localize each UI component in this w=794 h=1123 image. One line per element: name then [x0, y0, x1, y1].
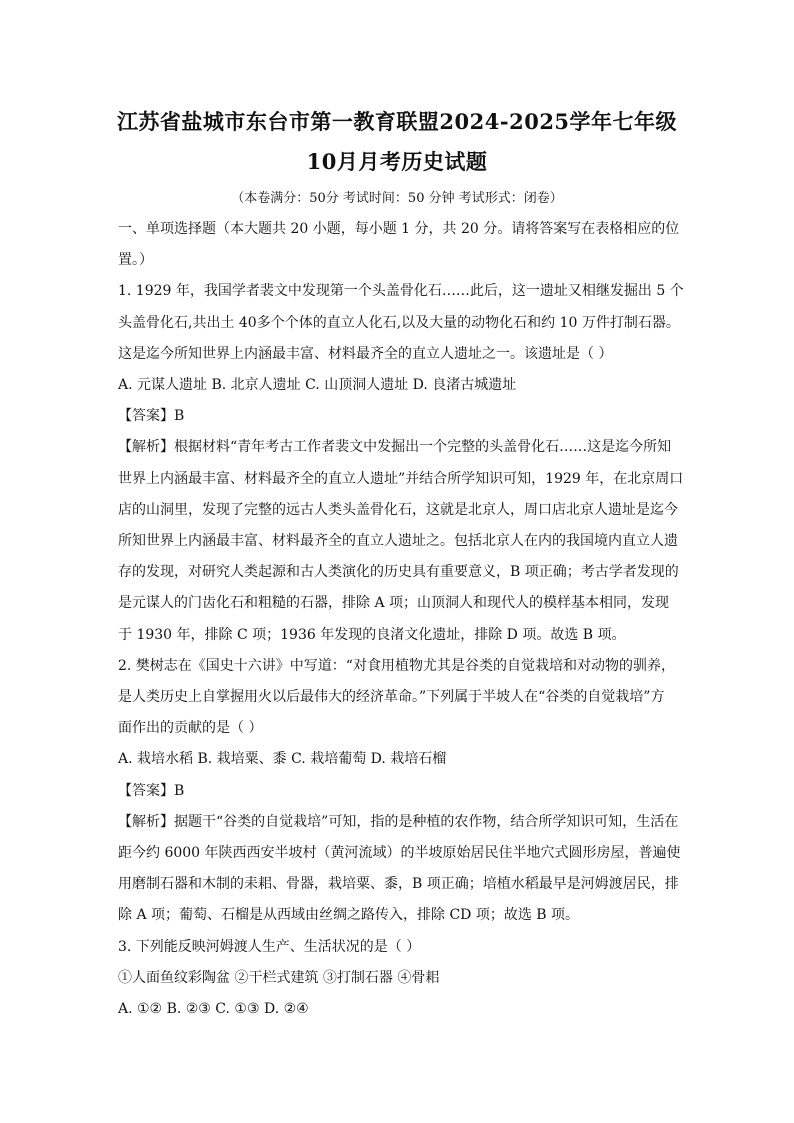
q1-analysis: 所知世界上内涵最丰富、材料最齐全的直立人遗址之。包括北京人在内的我国境内直立人遗: [118, 533, 678, 550]
q1-analysis: 是元谋人的门齿化石和粗糙的石器，排除 A 项；山顶洞人和现代人的模样基本相同，发现: [118, 595, 670, 612]
q2-analysis: 除 A 项；葡萄、石榴是从西域由丝绸之路传入，排除 CD 项；故选 B 项。: [118, 907, 580, 924]
q1-analysis: 【解析】根据材料“青年考古工作者裴文中发掘出一个完整的头盖骨化石……这是迄今所知: [118, 439, 672, 456]
page-title-line2: 10月月考历史试题: [306, 149, 488, 174]
q1-stem: 头盖骨化石,共出土 40多个个体的直立人化石,以及大量的动物化石和约 10 万件打制石器。: [118, 314, 680, 331]
q1-analysis: 店的山洞里，发现了完整的远古人类头盖骨化石，这就是北京人，周口店北京人遗址是迄今: [118, 501, 678, 518]
section-heading-cont: 置。）: [118, 252, 153, 269]
q3-options: A. ①② B. ②③ C. ①③ D. ②④: [118, 1001, 309, 1018]
q2-analysis: 【解析】据题干“谷类的自觉栽培”可知，指的是种植的农作物，结合所学知识可知，生活在: [118, 813, 679, 830]
q2-stem: 是人类历史上自掌握用火以后最伟大的经济革命。”下列属于半坡人在“谷类的自觉栽培”方: [118, 689, 665, 706]
q1-analysis: 存的发现，对研究人类起源和古人类演化的历史具有重要意义，B 项正确；考古学者发现的: [118, 564, 679, 581]
q2-analysis: 用磨制石器和木制的耒耜、骨器，栽培粟、黍，B 项正确；培植水稻最早是河姆渡居民，排: [118, 876, 679, 893]
q1-stem: 这是迄今所知世界上内涵最丰富、材料最齐全的直立人遗址之一。该遗址是（ ）: [118, 345, 613, 362]
q2-stem: 面作出的贡献的是（ ）: [118, 720, 263, 737]
q1-stem: 1. 1929 年，我国学者裴文中发现第一个头盖骨化石……此后，这一遗址又相继发掘出 5 个: [118, 283, 684, 300]
q2-options: A. 栽培水稻 B. 栽培粟、黍 C. 栽培葡萄 D. 栽培石榴: [118, 751, 447, 768]
q1-answer: 【答案】B: [118, 408, 185, 425]
q1-analysis: 于 1930 年，排除 C 项；1936 年发现的良渚文化遗址，排除 D 项。故选 B 项。: [118, 626, 626, 643]
section-heading: 一、单项选择题（本大题共 20 小题，每小题 1 分，共 20 分。请将答案写在表格相应的位: [118, 221, 680, 237]
exam-info: （本卷满分：50分 考试时间：50 分钟 考试形式：闭卷）: [231, 191, 563, 206]
q2-analysis: 距今约 6000 年陕西西安半坡村（黄河流域）的半坡原始居民住半地穴式圆形房屋，普遍使: [118, 845, 681, 862]
q1-analysis: 世界上内涵最丰富、材料最齐全的直立人遗址”并结合所学知识可知，1929 年，在北京周口: [118, 470, 684, 487]
page-title-line1: 江苏省盐城市东台市第一教育联盟2024-2025学年七年级: [116, 109, 678, 134]
exam-content: [118, 214, 684, 1025]
q2-answer: 【答案】B: [118, 782, 185, 799]
q1-options: A. 元谋人遗址 B. 北京人遗址 C. 山顶洞人遗址 D. 良渚古城遗址: [118, 377, 517, 394]
q2-stem: 2. 樊树志在《国史十六讲》中写道：“对食用植物尤其是谷类的自觉栽培和对动物的驯养，: [118, 657, 675, 674]
q3-items: ①人面鱼纹彩陶盆 ②干栏式建筑 ③打制石器 ④骨耜: [118, 969, 440, 986]
q3-stem: 3. 下列能反映河姆渡人生产、生活状况的是（ ）: [118, 938, 421, 955]
